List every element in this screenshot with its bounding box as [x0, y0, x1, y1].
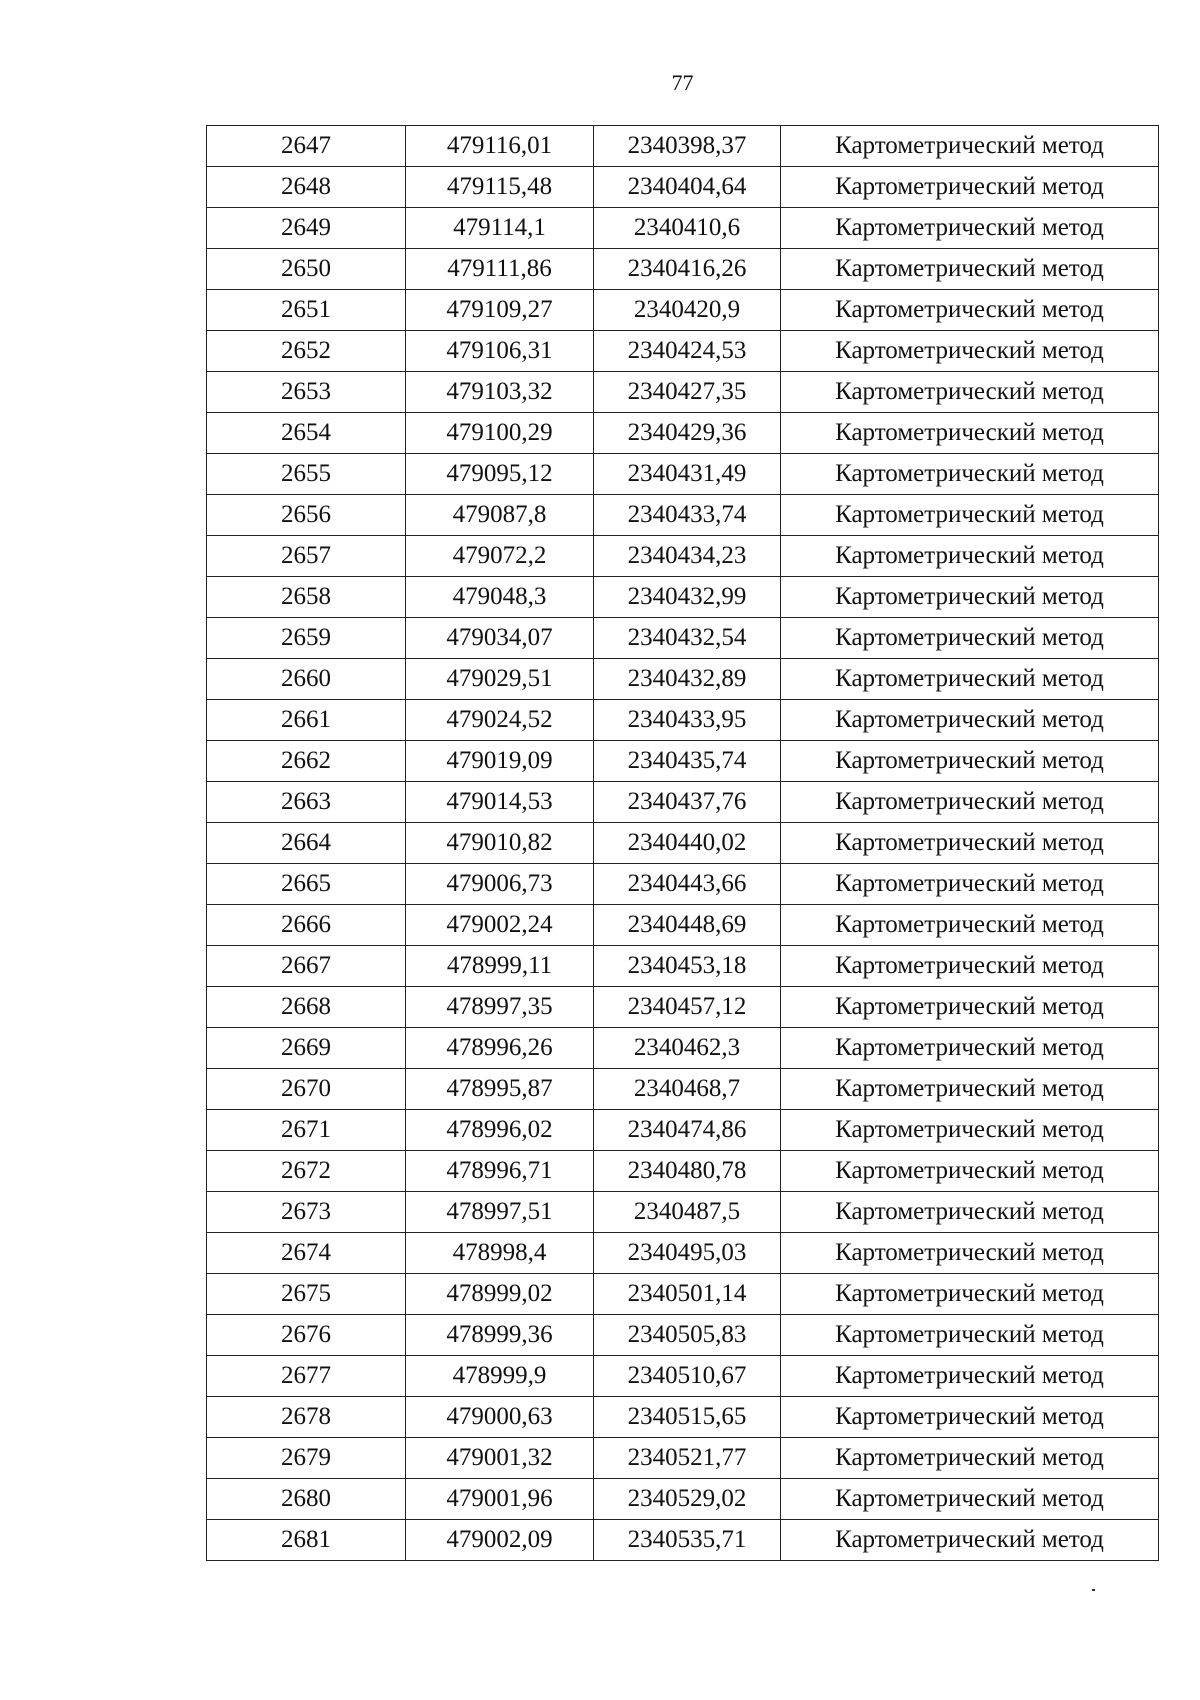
table-row — [207, 741, 1159, 782]
x-coordinate-cell: 479116,01 — [406, 126, 594, 167]
y-coordinate-cell: 2340398,37 — [594, 126, 781, 167]
x-coordinate-cell: 479034,07 — [406, 618, 594, 659]
table-row — [207, 618, 1159, 659]
method-cell: Картометрический метод — [781, 372, 1159, 413]
method-cell: Картометрический метод — [781, 659, 1159, 700]
point-number-cell: 2669 — [207, 1028, 406, 1069]
point-number-cell: 2667 — [207, 946, 406, 987]
y-coordinate-cell: 2340404,64 — [594, 167, 781, 208]
coordinates-table — [206, 125, 1159, 1561]
x-coordinate-cell: 479024,52 — [406, 700, 594, 741]
table-row — [207, 1274, 1159, 1315]
table-row — [207, 249, 1159, 290]
y-coordinate-cell: 2340420,9 — [594, 290, 781, 331]
method-cell: Картометрический метод — [781, 1397, 1159, 1438]
method-cell: Картометрический метод — [781, 1315, 1159, 1356]
y-coordinate-cell: 2340424,53 — [594, 331, 781, 372]
point-number-cell: 2680 — [207, 1479, 406, 1520]
y-coordinate-cell: 2340433,74 — [594, 495, 781, 536]
x-coordinate-cell: 478998,4 — [406, 1233, 594, 1274]
x-coordinate-cell: 479006,73 — [406, 864, 594, 905]
method-cell: Картометрический метод — [781, 1520, 1159, 1561]
table-row — [207, 1397, 1159, 1438]
x-coordinate-cell: 479029,51 — [406, 659, 594, 700]
table-row — [207, 454, 1159, 495]
method-cell: Картометрический метод — [781, 495, 1159, 536]
table-row — [207, 1192, 1159, 1233]
x-coordinate-cell: 479103,32 — [406, 372, 594, 413]
x-coordinate-cell: 479095,12 — [406, 454, 594, 495]
table-row — [207, 823, 1159, 864]
x-coordinate-cell: 478996,26 — [406, 1028, 594, 1069]
y-coordinate-cell: 2340495,03 — [594, 1233, 781, 1274]
scan-speck — [1092, 1589, 1095, 1591]
method-cell: Картометрический метод — [781, 1233, 1159, 1274]
x-coordinate-cell: 479087,8 — [406, 495, 594, 536]
y-coordinate-cell: 2340427,35 — [594, 372, 781, 413]
method-cell: Картометрический метод — [781, 1438, 1159, 1479]
point-number-cell: 2679 — [207, 1438, 406, 1479]
table-row — [207, 208, 1159, 249]
method-cell: Картометрический метод — [781, 290, 1159, 331]
x-coordinate-cell: 479109,27 — [406, 290, 594, 331]
method-cell: Картометрический метод — [781, 167, 1159, 208]
point-number-cell: 2662 — [207, 741, 406, 782]
method-cell: Картометрический метод — [781, 1110, 1159, 1151]
point-number-cell: 2658 — [207, 577, 406, 618]
method-cell: Картометрический метод — [781, 782, 1159, 823]
y-coordinate-cell: 2340432,54 — [594, 618, 781, 659]
point-number-cell: 2673 — [207, 1192, 406, 1233]
table-row — [207, 1479, 1159, 1520]
x-coordinate-cell: 478999,36 — [406, 1315, 594, 1356]
point-number-cell: 2661 — [207, 700, 406, 741]
y-coordinate-cell: 2340432,89 — [594, 659, 781, 700]
y-coordinate-cell: 2340501,14 — [594, 1274, 781, 1315]
y-coordinate-cell: 2340437,76 — [594, 782, 781, 823]
point-number-cell: 2649 — [207, 208, 406, 249]
y-coordinate-cell: 2340535,71 — [594, 1520, 781, 1561]
method-cell: Картометрический метод — [781, 1028, 1159, 1069]
x-coordinate-cell: 479100,29 — [406, 413, 594, 454]
y-coordinate-cell: 2340453,18 — [594, 946, 781, 987]
table-row — [207, 1438, 1159, 1479]
point-number-cell: 2666 — [207, 905, 406, 946]
method-cell: Картометрический метод — [781, 1151, 1159, 1192]
point-number-cell: 2656 — [207, 495, 406, 536]
table-row — [207, 1315, 1159, 1356]
x-coordinate-cell: 479014,53 — [406, 782, 594, 823]
y-coordinate-cell: 2340510,67 — [594, 1356, 781, 1397]
method-cell: Картометрический метод — [781, 700, 1159, 741]
point-number-cell: 2648 — [207, 167, 406, 208]
point-number-cell: 2675 — [207, 1274, 406, 1315]
method-cell: Картометрический метод — [781, 1069, 1159, 1110]
point-number-cell: 2651 — [207, 290, 406, 331]
x-coordinate-cell: 479072,2 — [406, 536, 594, 577]
y-coordinate-cell: 2340431,49 — [594, 454, 781, 495]
x-coordinate-cell: 479001,96 — [406, 1479, 594, 1520]
point-number-cell: 2681 — [207, 1520, 406, 1561]
x-coordinate-cell: 478999,9 — [406, 1356, 594, 1397]
y-coordinate-cell: 2340440,02 — [594, 823, 781, 864]
point-number-cell: 2676 — [207, 1315, 406, 1356]
table-row — [207, 659, 1159, 700]
y-coordinate-cell: 2340462,3 — [594, 1028, 781, 1069]
table-row — [207, 1028, 1159, 1069]
y-coordinate-cell: 2340474,86 — [594, 1110, 781, 1151]
method-cell: Картометрический метод — [781, 249, 1159, 290]
y-coordinate-cell: 2340429,36 — [594, 413, 781, 454]
point-number-cell: 2647 — [207, 126, 406, 167]
point-number-cell: 2653 — [207, 372, 406, 413]
table-row — [207, 1520, 1159, 1561]
table-row — [207, 946, 1159, 987]
x-coordinate-cell: 478996,71 — [406, 1151, 594, 1192]
x-coordinate-cell: 478995,87 — [406, 1069, 594, 1110]
table-row — [207, 987, 1159, 1028]
table-row — [207, 372, 1159, 413]
page-number: 77 — [671, 70, 694, 95]
table-row — [207, 413, 1159, 454]
table-row — [207, 167, 1159, 208]
x-coordinate-cell: 479002,24 — [406, 905, 594, 946]
x-coordinate-cell: 478999,02 — [406, 1274, 594, 1315]
table-row — [207, 905, 1159, 946]
method-cell: Картометрический метод — [781, 987, 1159, 1028]
table-row — [207, 782, 1159, 823]
point-number-cell: 2671 — [207, 1110, 406, 1151]
x-coordinate-cell: 479000,63 — [406, 1397, 594, 1438]
x-coordinate-cell: 479111,86 — [406, 249, 594, 290]
method-cell: Картометрический метод — [781, 1479, 1159, 1520]
method-cell: Картометрический метод — [781, 331, 1159, 372]
method-cell: Картометрический метод — [781, 454, 1159, 495]
point-number-cell: 2660 — [207, 659, 406, 700]
x-coordinate-cell: 479106,31 — [406, 331, 594, 372]
point-number-cell: 2665 — [207, 864, 406, 905]
x-coordinate-cell: 479002,09 — [406, 1520, 594, 1561]
x-coordinate-cell: 478997,35 — [406, 987, 594, 1028]
method-cell: Картометрический метод — [781, 413, 1159, 454]
table-row — [207, 126, 1159, 167]
x-coordinate-cell: 478999,11 — [406, 946, 594, 987]
point-number-cell: 2668 — [207, 987, 406, 1028]
table-body — [207, 126, 1159, 1561]
point-number-cell: 2657 — [207, 536, 406, 577]
method-cell: Картометрический метод — [781, 823, 1159, 864]
method-cell: Картометрический метод — [781, 536, 1159, 577]
table-row — [207, 536, 1159, 577]
point-number-cell: 2677 — [207, 1356, 406, 1397]
point-number-cell: 2655 — [207, 454, 406, 495]
y-coordinate-cell: 2340480,78 — [594, 1151, 781, 1192]
point-number-cell: 2664 — [207, 823, 406, 864]
x-coordinate-cell: 479019,09 — [406, 741, 594, 782]
method-cell: Картометрический метод — [781, 126, 1159, 167]
method-cell: Картометрический метод — [781, 864, 1159, 905]
table-row — [207, 700, 1159, 741]
point-number-cell: 2672 — [207, 1151, 406, 1192]
y-coordinate-cell: 2340487,5 — [594, 1192, 781, 1233]
x-coordinate-cell: 479001,32 — [406, 1438, 594, 1479]
table-row — [207, 331, 1159, 372]
y-coordinate-cell: 2340468,7 — [594, 1069, 781, 1110]
x-coordinate-cell: 478996,02 — [406, 1110, 594, 1151]
point-number-cell: 2659 — [207, 618, 406, 659]
y-coordinate-cell: 2340529,02 — [594, 1479, 781, 1520]
x-coordinate-cell: 479048,3 — [406, 577, 594, 618]
method-cell: Картометрический метод — [781, 741, 1159, 782]
x-coordinate-cell: 479114,1 — [406, 208, 594, 249]
method-cell: Картометрический метод — [781, 1356, 1159, 1397]
table-row — [207, 1069, 1159, 1110]
method-cell: Картометрический метод — [781, 946, 1159, 987]
method-cell: Картометрический метод — [781, 577, 1159, 618]
table-row — [207, 577, 1159, 618]
point-number-cell: 2678 — [207, 1397, 406, 1438]
table-row — [207, 495, 1159, 536]
y-coordinate-cell: 2340410,6 — [594, 208, 781, 249]
y-coordinate-cell: 2340433,95 — [594, 700, 781, 741]
point-number-cell: 2652 — [207, 331, 406, 372]
y-coordinate-cell: 2340515,65 — [594, 1397, 781, 1438]
y-coordinate-cell: 2340457,12 — [594, 987, 781, 1028]
method-cell: Картометрический метод — [781, 618, 1159, 659]
point-number-cell: 2670 — [207, 1069, 406, 1110]
y-coordinate-cell: 2340505,83 — [594, 1315, 781, 1356]
x-coordinate-cell: 479115,48 — [406, 167, 594, 208]
point-number-cell: 2674 — [207, 1233, 406, 1274]
y-coordinate-cell: 2340448,69 — [594, 905, 781, 946]
point-number-cell: 2650 — [207, 249, 406, 290]
method-cell: Картометрический метод — [781, 1274, 1159, 1315]
method-cell: Картометрический метод — [781, 1192, 1159, 1233]
method-cell: Картометрический метод — [781, 208, 1159, 249]
point-number-cell: 2663 — [207, 782, 406, 823]
table-row — [207, 864, 1159, 905]
y-coordinate-cell: 2340443,66 — [594, 864, 781, 905]
x-coordinate-cell: 479010,82 — [406, 823, 594, 864]
table-row — [207, 1151, 1159, 1192]
y-coordinate-cell: 2340432,99 — [594, 577, 781, 618]
y-coordinate-cell: 2340416,26 — [594, 249, 781, 290]
table-row — [207, 1233, 1159, 1274]
table-row — [207, 290, 1159, 331]
x-coordinate-cell: 478997,51 — [406, 1192, 594, 1233]
method-cell: Картометрический метод — [781, 905, 1159, 946]
y-coordinate-cell: 2340521,77 — [594, 1438, 781, 1479]
y-coordinate-cell: 2340435,74 — [594, 741, 781, 782]
table-row — [207, 1110, 1159, 1151]
y-coordinate-cell: 2340434,23 — [594, 536, 781, 577]
point-number-cell: 2654 — [207, 413, 406, 454]
table-row — [207, 1356, 1159, 1397]
